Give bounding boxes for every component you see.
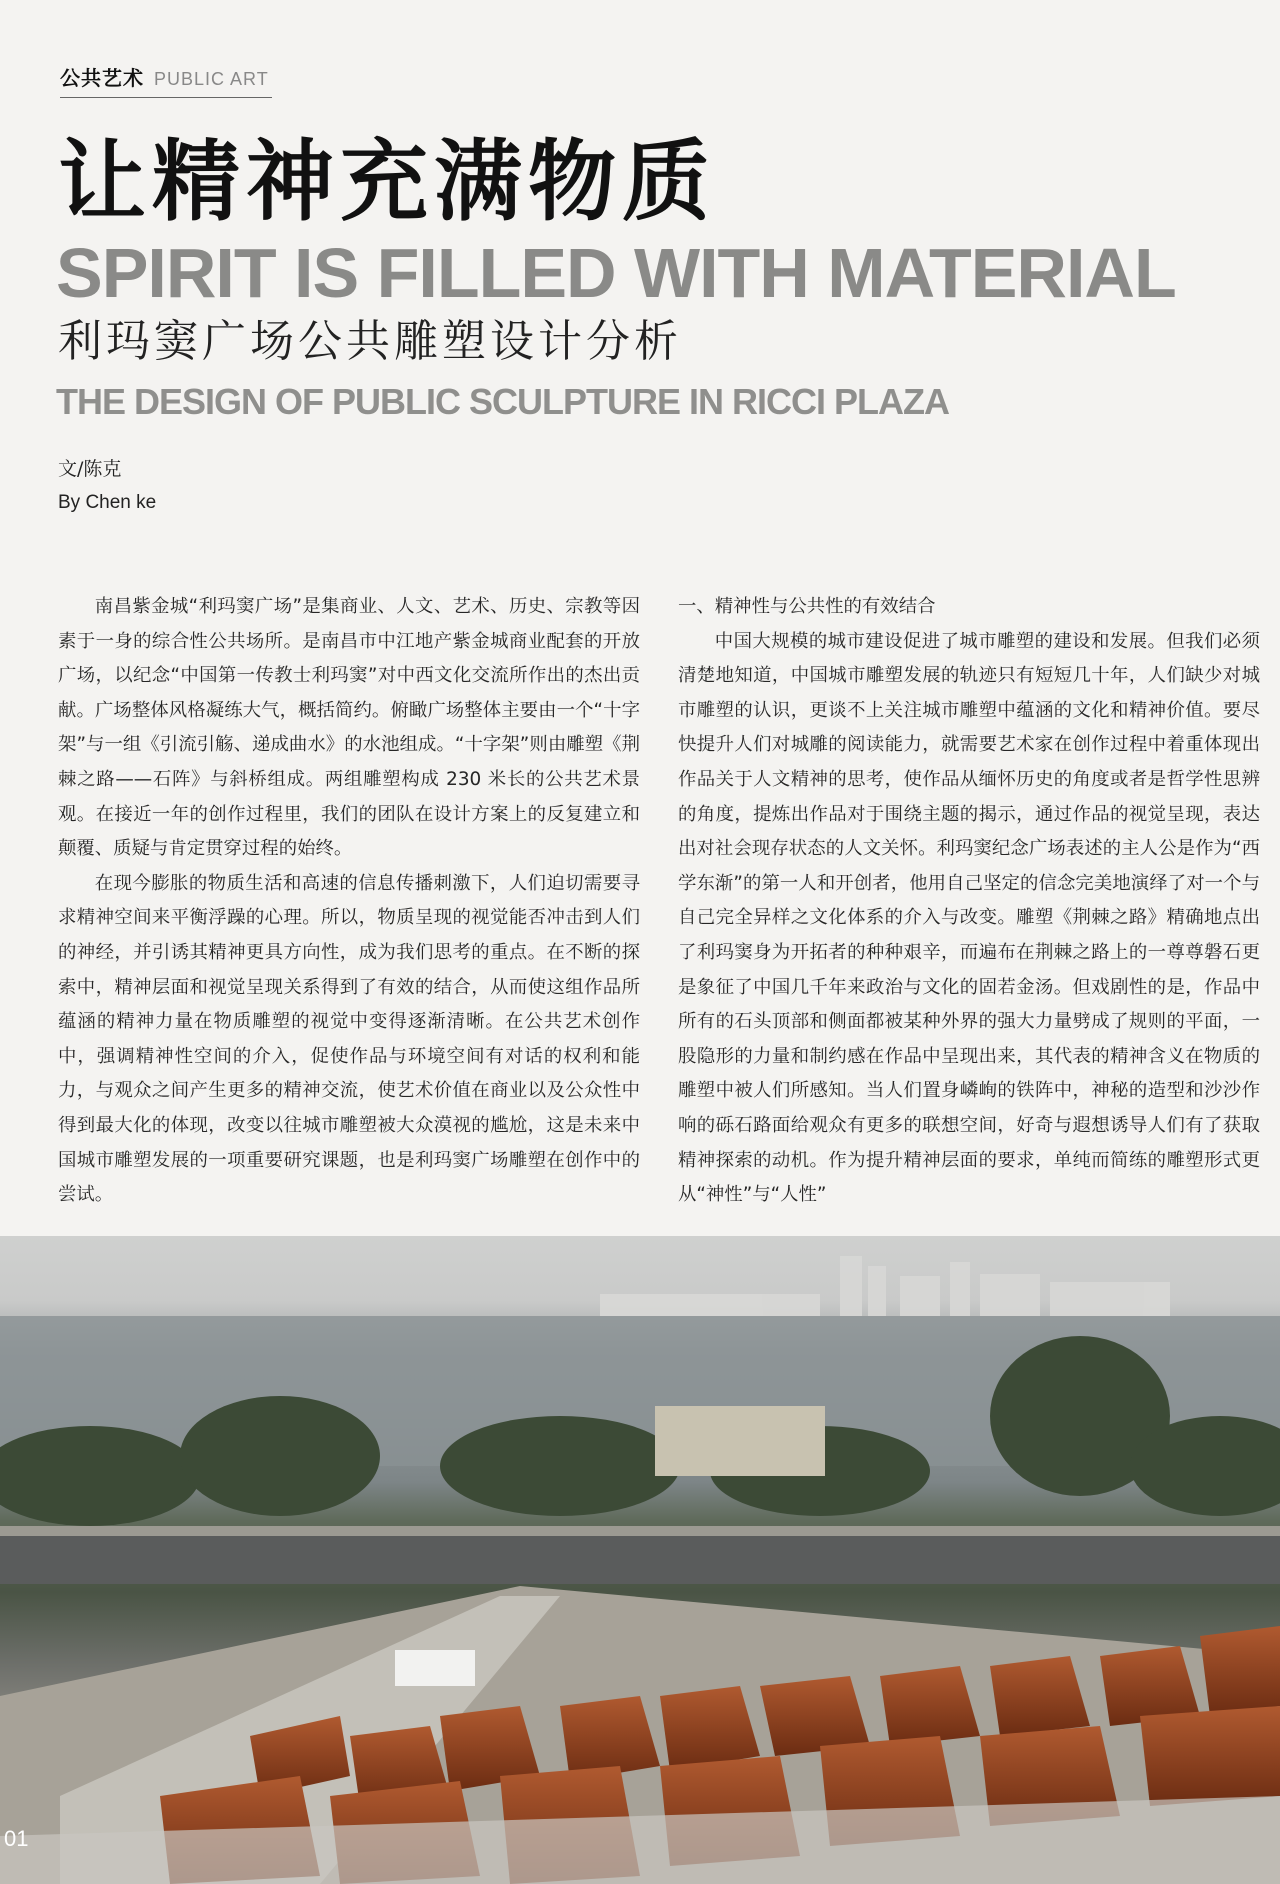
paragraph: 在现今膨胀的物质生活和高速的信息传播刺激下，人们迫切需要寻求精神空间来平衡浮躁的心理。所以，物质呈现的视觉能否冲击到人们的神经，并引诱其精神更具方向性，成为我们思考的重点。在不断的探索中，精神层面和视觉呈现关系得到了有效的结合，从而使这组作品所蕴涵的精神力量在物质雕塑的视觉中变得逐渐清晰。在公共艺术创作中，强调精神性空间的介入，促使作品与环境空间有对话的权利和能力，与观众之间产生更多的精神交流，使艺术价值在商业以及公众性中得到最大化的体现，改变以往城市雕塑被大众漠视的尴尬，这是未来中国城市雕塑发展的一项重要研究课题，也是利玛窦广场雕塑在创作中的尝试。 — [58, 872, 640, 1206]
paragraph: 中国大规模的城市建设促进了城市雕塑的建设和发展。但我们必须清楚地知道，中国城市雕塑发展的轨迹只有短短几十年，人们缺少对城市雕塑的认识，更谈不上关注城市雕塑中蕴涵的文化和精神价值。要尽快提升人们对城雕的阅读能力，就需要艺术家在创作过程中着重体现出作品关于人文精神的思考，使作品从缅怀历史的角度或者是哲学性思辨的角度，提炼出作品对于围绕主题的揭示，通过作品的视觉呈现，表达出对社会现存状态的人文关怀。利玛窦纪念广场表述的主人公是作为“西学东渐”的第一人和开创者，他用自己坚定的信念完美地演绎了对一个与自己完全异样之文化体系的介入与改变。雕塑《荆棘之路》精确地点出了利玛窦身为开拓者的种种艰辛，而遍布在荆棘之路上的一尊尊磐石更是象征了中国几千年来政治与文化的固若金汤。但戏剧性的是，作品中所有的石头顶部和侧面都被某种外界的强大力量劈成了规则的平面，一股隐形的力量和制约感在作品中呈现出来，其代表的精神含义在物质的雕塑中被人们所感知。当人们置身嶙峋的铁阵中，神秘的造型和沙沙作响的砾石路面给观众有更多的联想空间，好奇与遐想诱导人们有了获取精神探索的动机。作为提升精神层面的要求，单纯而简练的雕塑形式更从“神性”与“人性” — [678, 630, 1260, 1206]
paragraph: 南昌紫金城“利玛窦广场”是集商业、人文、艺术、历史、宗教等因素于一身的综合性公共场所。是南昌市中江地产紫金城商业配套的开放广场，以纪念“中国第一传教士利玛窦”对中西文化交流所作出的杰出贡献。广场整体风格凝练大气，概括简约。俯瞰广场整体主要由一个“十字架”与一组《引流引觞、递成曲水》的水池组成。“十字架”则由雕塑《荆棘之路——石阵》与斜桥组成。两组雕塑构成 230 米长的公共艺术景观。在接近一年的创作过程里，我们的团队在设计方案上的反复建立和颠覆、质疑与肯定贯穿过程的始终。 — [58, 596, 640, 860]
byline-zh: 文/陈克 — [58, 458, 122, 480]
road — [0, 1536, 1280, 1584]
plaza-photo — [0, 1236, 1280, 1884]
byline-en: By Chen ke — [58, 492, 157, 513]
byline — [58, 452, 156, 520]
section-tag-en: PUBLIC ART — [154, 69, 269, 89]
plaza-photo-illustration — [0, 1236, 1280, 1884]
section-heading: 一、精神性与公共性的有效结合 — [678, 596, 936, 617]
riverside-building — [655, 1406, 825, 1476]
article-title-en: SPIRIT IS FILLED WITH MATERIAL — [56, 234, 1176, 312]
section-tag — [60, 62, 272, 98]
article-title-zh: 让精神充满物质 — [58, 130, 717, 233]
article-subtitle-zh: 利玛窦广场公共雕塑设计分析 — [58, 316, 682, 367]
left-column — [58, 590, 640, 1213]
page-number: 01 — [4, 1826, 29, 1851]
truck — [395, 1650, 475, 1686]
section-tag-zh: 公共艺术 — [60, 66, 144, 90]
right-column — [678, 590, 1260, 1213]
article-subtitle-en: THE DESIGN OF PUBLIC SCULPTURE IN RICCI PLAZA — [56, 381, 950, 422]
skyline — [600, 1256, 1170, 1316]
